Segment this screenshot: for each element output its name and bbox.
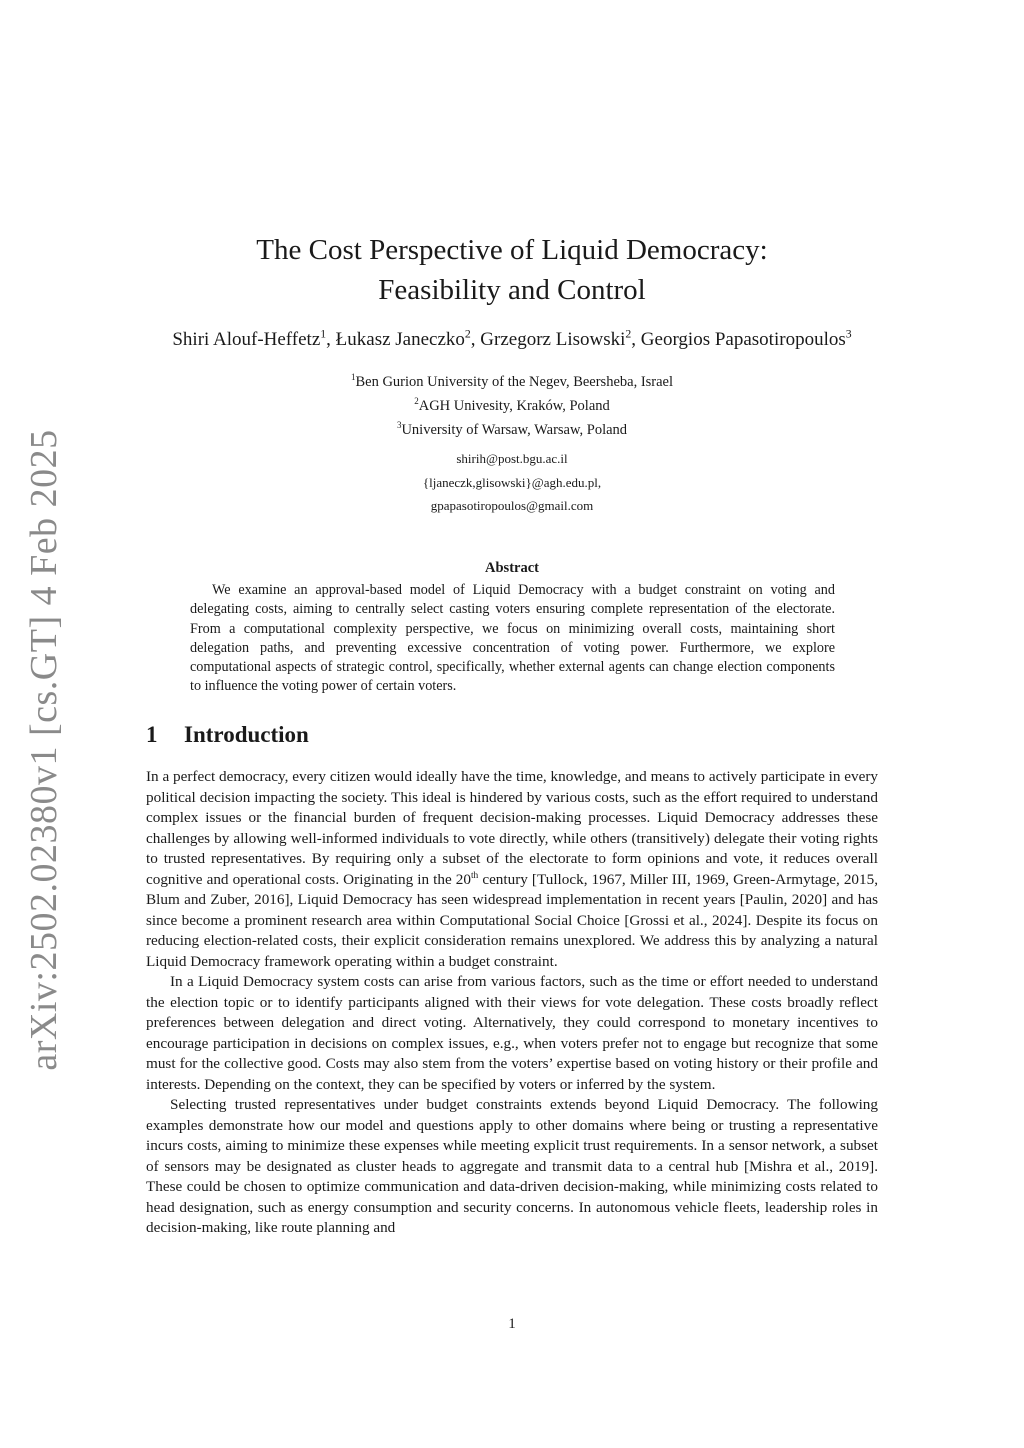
affiliation-text: Ben Gurion University of the Negev, Beersheba, Israel xyxy=(355,374,674,390)
title-line-2: Feasibility and Control xyxy=(378,274,646,306)
author-name: Grzegorz Lisowski xyxy=(480,329,626,350)
paragraph: In a perfect democracy, every citizen would ideally have the time, knowledge, and means to actively participate in every political decision impacting the society. This ideal is hindered by various costs, such as the effort required to understand complex issues or the financial burden of frequent decision-making processes. Liquid Democracy addresses these challenges by allowing well-informed individuals to vote directly, while others (transitively) delegate their voting rights to trusted representatives. By requiring only a subset of the electorate to form opinions and vote, it reduces overall cognitive and operational costs. Originating in the 20th century [Tullock, 1967, Miller III, 1969, Green-Armytage, 2015, Blum and Zuber, 2016], Liquid Democracy has seen widespread implementation in recent years [Paulin, 2020] and has since become a prominent research area within Computational Social Choice [Grossi et al., 2024]. Despite its focus on reducing election-related costs, their explicit consideration remains unexplored. We address this by analyzing a natural Liquid Democracy framework operating within a budget constraint. xyxy=(146,768,878,970)
affiliation-text: University of Warsaw, Warsaw, Poland xyxy=(401,422,628,438)
author-affiliation-mark: 3 xyxy=(845,327,852,341)
affiliation-mark: 2 xyxy=(414,396,419,407)
section-title: Introduction xyxy=(184,722,309,747)
paper-title xyxy=(0,230,1024,310)
author-affiliation-mark: 2 xyxy=(625,327,632,341)
section-number: 1 xyxy=(146,722,158,747)
author-name: Georgios Papasotiropoulos xyxy=(640,329,846,350)
arxiv-identifier: arXiv:2502.02380v1 [cs.GT] 4 Feb 2025 xyxy=(23,429,65,1071)
author-affiliation-mark: 1 xyxy=(320,327,327,341)
abstract-heading: Abstract xyxy=(485,560,539,576)
affiliation-mark: 3 xyxy=(396,420,402,431)
affiliation-1 xyxy=(0,374,1024,391)
email-line-1: shirih@post.bgu.ac.il xyxy=(456,451,568,466)
title-line-1: The Cost Perspective of Liquid Democracy: xyxy=(256,234,768,266)
abstract-text: We examine an approval-based model of Liquid Democracy with a budget constraint on voting and delegating costs, aiming to centrally select casting voters ensuring complete representation of the electorate. From a computational complexity perspective, we focus on minimizing overall costs, maintaining short delegation paths, and preventing excessive concentration of voting power. Furthermore, we explore computational aspects of strategic control, specifically, whether external agents can change election components to influence the voting power of certain voters. xyxy=(190,582,835,695)
introduction-body xyxy=(146,767,878,1239)
affiliation-mark: 1 xyxy=(350,372,356,383)
paragraph: In a Liquid Democracy system costs can arise from various factors, such as the time or effort needed to understand the election topic or to identify participants aligned with their views for vote delegation. These costs broadly reflect preferences between delegation and direct voting. Alternatively, they could correspond to monetary incentives to encourage participation in decisions on complex issues, e.g., when voters prefer not to engage but recognize that some must for the collective good. Costs may also stem from the voters’ expertise based on voting history or their profile and interests. Depending on the context, they can be specified by voters or inferred by the system. xyxy=(146,973,878,1093)
section-heading xyxy=(146,722,309,748)
author-list: Shiri Alouf-Heffetz$^1$, Łukasz Janeczko$^2$, Grzegorz Lisowski$^2$, Georgios Papasotiropoulos$^3$ xyxy=(172,327,852,350)
email-line-3: gpapasotiropoulos@gmail.com xyxy=(430,498,594,513)
page-number: 1 xyxy=(508,1316,516,1332)
affiliation-2 xyxy=(0,398,1024,415)
author-affiliation-mark: 2 xyxy=(464,327,471,341)
paragraph: Selecting trusted representatives under budget constraints extends beyond Liquid Democracy. The following examples demonstrate how our model and questions apply to other domains where being or trusting a representative incurs costs, aiming to minimize these expenses while meeting explicit trust requirements. In a sensor network, a subset of sensors may be designated as cluster heads to aggregate and transmit data to a central hub [Mishra et al., 2019]. These could be chosen to optimize communication and data-driven decision-making, while minimizing costs related to head designation, such as energy consumption and security concerns. In autonomous vehicle fleets, leadership roles in decision-making, like route planning and xyxy=(146,1096,878,1236)
affiliation-3 xyxy=(0,422,1024,439)
affiliation-text: AGH Univesity, Kraków, Poland xyxy=(418,398,610,414)
email-line-2: {ljaneczk,glisowski}@agh.edu.pl, xyxy=(422,475,602,490)
author-name: Shiri Alouf-Heffetz xyxy=(172,329,321,350)
author-name: Łukasz Janeczko xyxy=(335,329,465,350)
